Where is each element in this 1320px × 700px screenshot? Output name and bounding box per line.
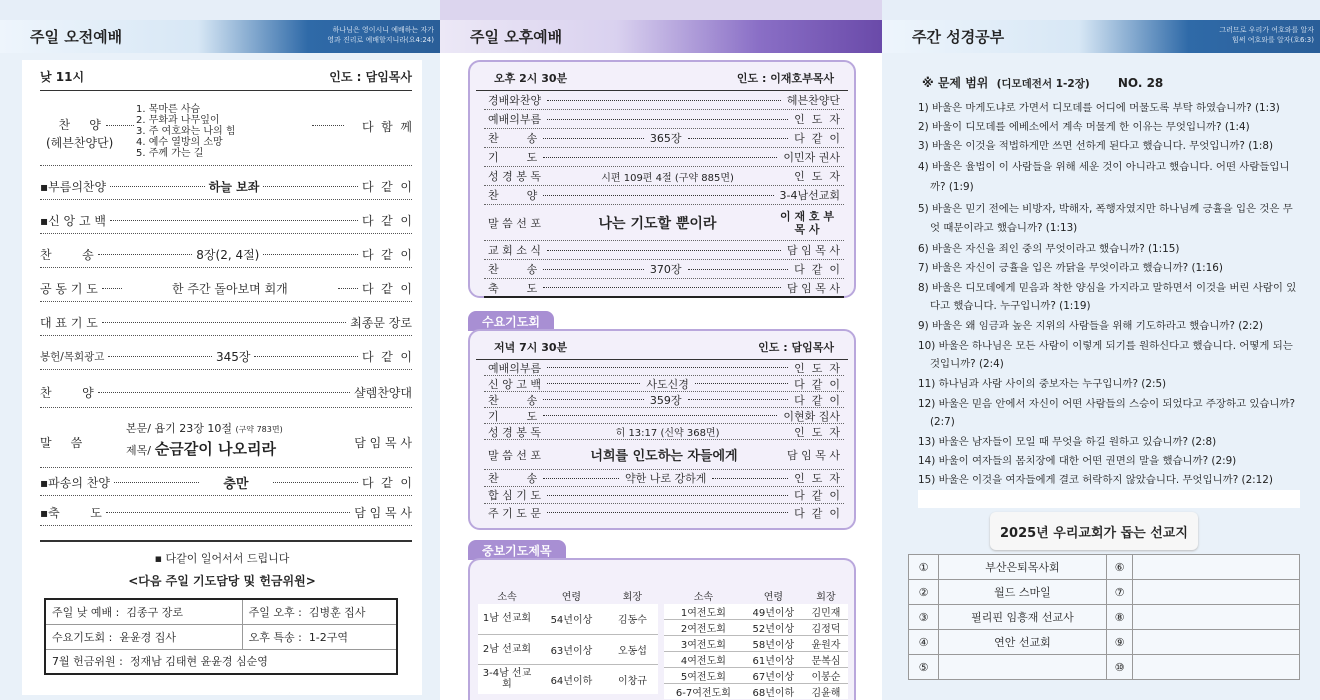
order-label: ▪파송의 찬양: [40, 476, 110, 490]
top-strip: [882, 0, 1320, 20]
question: 8) 바울은 디모데에게 믿음과 착한 양심을 가지라고 말하면서 이것을 버린 사람이 있다고 했습니다. 누구입니까? (1:19): [918, 282, 1297, 312]
order-right: 인 도 자: [794, 113, 840, 126]
order-label: 교 회 소 식: [488, 244, 541, 257]
order-middle: 충만: [223, 477, 249, 492]
afternoon-sermon: [484, 205, 844, 241]
order-right: 헤븐찬양단: [786, 94, 840, 107]
order-label: 합 심 기 도: [488, 489, 541, 502]
range-detail: (디모데전서 1-2장): [996, 78, 1090, 90]
sermon-title: 나는 기도할 뿐이라: [598, 215, 717, 232]
cell: 이봉순: [811, 672, 841, 683]
wednesday-time-row: [476, 331, 848, 360]
order-middle: 370장: [649, 263, 682, 276]
order-label: 축 도: [488, 281, 538, 295]
hymn-song: 5. 주께 가는 길: [136, 148, 204, 159]
question: 6) 바울은 자신을 죄인 중의 무엇이라고 했습니까? (1:15): [918, 243, 1180, 255]
table-row: [478, 664, 658, 694]
cell: 1남 선교회: [482, 613, 532, 625]
cell: 63년이상: [550, 645, 593, 657]
order-label: ▪신 앙 고 백: [40, 214, 106, 228]
morning-sermon: [40, 416, 412, 468]
col-header: 연령: [561, 591, 582, 603]
cell: [1133, 630, 1300, 655]
table-row: [664, 636, 848, 652]
order-right: 다 같 이: [794, 263, 841, 276]
order-middle: 345장: [215, 350, 251, 364]
stand-note: ▪ 다같이 일어서서 드립니다: [154, 552, 290, 565]
table-row: [478, 634, 658, 664]
order-label: 기 도: [488, 151, 538, 164]
next-week-table: [44, 598, 398, 675]
bible-study-panel: [882, 0, 1320, 700]
order-right: 다 같 이: [361, 214, 412, 228]
order-label: 예배의부름: [488, 361, 542, 375]
order-row: [40, 242, 412, 268]
morning-time: 낮 11시: [40, 70, 85, 84]
study-verse: [1219, 25, 1314, 45]
morning-time-row: [40, 68, 412, 85]
order-label: ▪축 도: [40, 506, 102, 520]
cell: 이창규: [617, 675, 647, 687]
next-wed: 수요기도회 : 윤윤경 집사: [45, 624, 242, 649]
top-strip: [0, 0, 440, 20]
wednesday-box: [468, 329, 856, 530]
order-right: 다 같 이: [794, 132, 841, 145]
table-row: [664, 652, 848, 668]
wednesday-sermon: [484, 440, 844, 470]
order-row: [484, 504, 844, 521]
order-row: [484, 279, 844, 298]
order-label: 찬 송: [40, 248, 94, 262]
cell: ④: [909, 630, 939, 655]
order-row: [484, 470, 844, 487]
order-right: 인 도 자: [794, 425, 840, 439]
question-list: [906, 100, 1302, 488]
study-range-row: [922, 74, 1163, 91]
order-label: 찬 송: [488, 132, 538, 145]
cell: 68년이하: [752, 688, 795, 699]
missions-title: 2025년 우리교회가 돕는 선교지: [990, 512, 1198, 550]
table-row: [909, 630, 1300, 655]
morning-header-title: 주일 오전예배: [30, 28, 123, 46]
order-label: 봉헌/목회광고: [40, 351, 105, 363]
order-right: 최종문 장로: [350, 316, 412, 330]
question: 1) 바울은 마게도냐로 가면서 디모데를 어디에 머물도록 부탁 하였습니까? (1:3): [918, 102, 1280, 114]
table-row: [909, 605, 1300, 630]
table-row: [664, 668, 848, 684]
order-right: 다 같 이: [361, 476, 412, 490]
wednesday-time: 저녁 7시 30분: [494, 341, 568, 354]
order-row: [484, 186, 844, 205]
study-number: NO. 28: [1117, 76, 1164, 90]
cell: ⑩: [1107, 655, 1133, 680]
afternoon-leader: 인도 : 이재호부목사: [736, 72, 834, 85]
order-right: 다 같 이: [361, 180, 412, 194]
cell: ③: [909, 605, 939, 630]
question: 12) 바울은 믿음 안에서 자신이 어떤 사람들의 스승이 되었다고 주장하고 있습니까? (2:7): [918, 398, 1296, 428]
study-questions: [904, 58, 1306, 492]
range-title: ※ 문제 범위: [922, 76, 989, 90]
cell: 67년이상: [752, 672, 795, 683]
cell: 부산은퇴목사회: [939, 555, 1107, 580]
col-header: 소속: [693, 591, 714, 603]
cell: 필리핀 임흥재 선교사: [939, 605, 1107, 630]
question: 11) 하나님과 사람 사이의 중보자는 누구입니까? (2:5): [918, 378, 1167, 390]
next-pm2: 오후 특송 : 1-2구역: [242, 624, 397, 649]
table-row: [478, 604, 658, 634]
prayer-box: [468, 558, 856, 700]
order-right: 3-4남선교회: [779, 189, 840, 202]
cell: 오동섭: [617, 645, 647, 657]
cell: 윤원자: [811, 640, 841, 651]
order-row: [484, 91, 844, 110]
question: 2) 바울이 디모데를 에베소에서 계속 머물게 한 이유는 무엇입니까? (1:4): [918, 121, 1250, 133]
wednesday-tab: 수요기도회: [468, 311, 554, 331]
order-row: [40, 378, 412, 408]
cell: 49년이상: [752, 608, 795, 619]
afternoon-service-panel: [440, 0, 882, 700]
order-row: [40, 310, 412, 336]
cell: [1133, 655, 1300, 680]
question: 7) 바울은 자신이 긍휼을 입은 까닭을 무엇이라고 했습니까? (1:16): [918, 262, 1223, 274]
women-missions-table: [664, 586, 848, 699]
order-label: 찬 송: [488, 393, 538, 407]
order-label: 대 표 기 도: [40, 316, 98, 330]
question: 9) 바울은 왜 임금과 높은 지위의 사람들을 위해 기도하라고 했습니까? (2:2): [918, 320, 1264, 332]
hymn-by: 다 함 께: [361, 120, 412, 134]
question: 13) 바울은 남자들이 모일 때 무엇을 하길 원하고 있습니까? (2:8): [918, 436, 1217, 448]
cell: 2여전도회: [680, 624, 726, 635]
order-right: 다 같 이: [794, 489, 840, 502]
morning-hymn-block: [40, 104, 412, 166]
cell: 연안 선교회: [939, 630, 1107, 655]
order-middle: 365장: [649, 132, 682, 145]
sermon-label: 말 씀 선 포: [488, 448, 541, 462]
cell: 김민재: [811, 608, 841, 619]
cell: 4여전도회: [680, 656, 726, 667]
verse-line: 그러므로 우리가 여호와를 알자: [1219, 26, 1314, 34]
cell: ⑦: [1107, 580, 1133, 605]
morning-leader: 인도 : 담임목사: [329, 70, 412, 84]
sermon-by: 담 임 목 사: [787, 448, 840, 462]
next-pm: 주일 오후 : 김병훈 집사: [242, 599, 397, 624]
next-am: 주일 낮 예배 : 김종구 장로: [45, 599, 242, 624]
sermon-text: 본문/ 욥기 23장 10절: [126, 422, 232, 435]
order-label: 찬 양: [40, 386, 94, 400]
sermon-title-prefix: 제목/: [126, 444, 151, 457]
divider-band: [918, 490, 1300, 508]
cell: ⑥: [1107, 555, 1133, 580]
wednesday-leader: 인도 : 담임목사: [758, 341, 834, 354]
afternoon-time: 오후 2시 30분: [494, 72, 568, 85]
cell: 김동수: [617, 615, 647, 627]
prayer-tab: 중보기도제목: [468, 540, 566, 560]
order-right: 인 도 자: [794, 472, 841, 485]
cell: ①: [909, 555, 939, 580]
cell: 5여전도회: [680, 672, 726, 683]
question: 5) 바울은 믿기 전에는 비방자, 박해자, 폭행자였지만 하나님께 긍휼을 입은 것은 무엇 때문이라고 했습니까? (1:13): [918, 203, 1293, 234]
hymn-song: 3. 주 여호와는 나의 힘: [136, 126, 236, 137]
order-right: 다 같 이: [794, 506, 840, 520]
cell: ⑨: [1107, 630, 1133, 655]
order-middle: 히 13:17 (신약 368면): [615, 428, 720, 439]
afternoon-time-row: [476, 62, 848, 91]
cell: [1133, 580, 1300, 605]
order-middle: 359장: [649, 393, 682, 407]
order-row: [40, 276, 412, 302]
order-right: 다 같 이: [794, 393, 841, 407]
order-right: 담 임 목 사: [787, 281, 840, 295]
order-row: [40, 470, 412, 496]
order-label: 찬 송: [488, 263, 538, 276]
order-row: [484, 167, 844, 186]
order-right: 담 임 목 사: [787, 244, 840, 257]
verse-line: 영과 진리로 예배할지니라(요4:24): [327, 36, 434, 44]
afternoon-header: [440, 20, 882, 53]
afternoon-box: [468, 60, 856, 298]
order-middle: 사도신경: [646, 377, 689, 391]
order-row: [484, 110, 844, 129]
col-header: 회장: [816, 591, 836, 603]
order-right: 샬렘찬양대: [354, 386, 412, 400]
morning-header: [0, 20, 440, 53]
order-row: [40, 174, 412, 200]
table-row: [909, 580, 1300, 605]
order-row: [40, 500, 412, 526]
cell: ⑤: [909, 655, 939, 680]
cell: [1133, 605, 1300, 630]
missions-table: [908, 554, 1300, 680]
afternoon-header-title: 주일 오후예배: [470, 28, 563, 46]
order-row: [40, 208, 412, 234]
hymn-label: 찬 양: [58, 118, 101, 132]
sermon-title: 너희를 인도하는 자들에게: [590, 449, 738, 464]
order-row: [484, 129, 844, 148]
order-right: 인 도 자: [794, 170, 840, 183]
order-right: 이현화 집사: [783, 409, 840, 423]
cell: 54년이상: [550, 615, 593, 627]
order-middle: 시편 109편 4절 (구약 885면): [601, 172, 734, 184]
question: 10) 바울은 하나님은 모든 사람이 이렇게 되기를 원하신다고 했습니다. 어떻게 되는 것입니까? (2:4): [918, 340, 1293, 370]
hymn-song: 2. 무화과 나무잎이: [136, 115, 220, 126]
hymn-choir: (헤븐찬양단): [46, 136, 114, 150]
col-header: 회장: [622, 591, 643, 603]
study-header-title: 주간 성경공부: [912, 28, 1005, 46]
men-missions-table: [478, 586, 658, 694]
verse-line: 하나님은 영이시니 예배하는 자가: [332, 26, 434, 34]
order-middle: 약한 나로 강하게: [625, 472, 707, 485]
cell: 김윤해: [811, 688, 841, 699]
morning-order-box: [22, 60, 422, 695]
order-row: [40, 344, 412, 370]
order-label: 신 앙 고 백: [488, 377, 541, 391]
sermon-title: 순금같이 나오리라: [154, 440, 276, 458]
order-label: 예배의부름: [488, 113, 542, 126]
order-row: [484, 487, 844, 504]
morning-service-panel: [0, 0, 440, 700]
order-right: 담 임 목 사: [354, 506, 412, 520]
cell: 1여전도회: [680, 608, 726, 619]
sermon-by: 이 재 호 부 목 사: [780, 209, 834, 236]
question: 4) 바울은 율법이 이 사람들을 위해 세운 것이 아니라고 했습니다. 어떤 사람들입니까? (1:9): [918, 161, 1290, 193]
cell: 김정덕: [811, 624, 841, 635]
study-header: [882, 20, 1320, 53]
order-row: [484, 360, 844, 376]
order-label: 기 도: [488, 409, 538, 423]
table-row: [664, 604, 848, 620]
cell: 문복심: [811, 656, 841, 667]
col-header: 연령: [763, 591, 784, 603]
order-row: [484, 260, 844, 279]
order-row: [484, 241, 844, 260]
order-label: 찬 송: [488, 472, 538, 485]
cell: 2남 선교회: [482, 643, 532, 655]
sermon-label: 말 씀: [40, 436, 83, 450]
cell: 61년이상: [752, 656, 795, 667]
cell: 64년이하: [550, 675, 593, 687]
order-label: 성 경 봉 독: [488, 170, 541, 183]
cell: 3-4남 선교회: [482, 668, 532, 691]
order-row: [484, 148, 844, 167]
order-right: 이민자 권사: [783, 151, 840, 164]
cell: 3여전도회: [680, 640, 726, 651]
order-right: 다 같 이: [361, 350, 413, 364]
order-label: 경배와찬양: [488, 94, 542, 107]
order-middle: 8장(2, 4절): [196, 248, 260, 262]
table-row: [909, 655, 1300, 680]
cell: ②: [909, 580, 939, 605]
next-offering: 7월 헌금위원 : 정재남 김태현 윤윤경 심순영: [45, 649, 397, 674]
question: 14) 바울이 여자들의 몸치장에 대한 어떤 권면의 말을 했습니까? (2:9): [918, 455, 1237, 467]
top-strip: [440, 0, 882, 20]
sermon-ref: (구약 783면): [235, 425, 283, 434]
col-header: 소속: [497, 591, 517, 603]
order-row: [484, 376, 844, 392]
order-right: 다 같 이: [361, 282, 412, 296]
hymn-song: 1. 목마른 사슴: [136, 104, 201, 115]
order-middle: 하늘 보좌: [208, 180, 260, 194]
order-right: 다 같 이: [361, 248, 412, 262]
cell: [1133, 555, 1300, 580]
table-row: [664, 684, 848, 700]
morning-verse: [327, 25, 434, 45]
order-label: 찬 양: [488, 189, 538, 202]
question: 3) 바울은 이것을 적법하게만 쓰면 선하게 된다고 했습니다. 무엇입니까? (1:8): [918, 140, 1274, 152]
order-right: 인 도 자: [794, 361, 840, 375]
cell: [939, 655, 1107, 680]
cell: ⑧: [1107, 605, 1133, 630]
sermon-label: 말 씀 선 포: [488, 216, 541, 230]
cell: 6-7여전도회: [675, 688, 731, 699]
order-row: [484, 408, 844, 424]
cell: 58년이상: [752, 640, 795, 651]
order-middle: 한 주간 돌아보며 회개: [171, 282, 288, 296]
order-label: ▪부름의찬양: [40, 180, 107, 194]
order-right: 다 같 이: [794, 377, 841, 391]
question: 15) 바울은 이것을 여자들에게 결코 허락하지 않았습니다. 무엇입니까? (2:12): [918, 474, 1273, 486]
cell: 월드 스마일: [939, 580, 1107, 605]
cell: 52년이상: [752, 624, 795, 635]
sermon-by: 담 임 목 사: [354, 436, 412, 450]
hymn-song: 4. 예수 열방의 소망: [136, 137, 223, 148]
order-label: 공 동 기 도: [40, 282, 98, 296]
order-label: 성 경 봉 독: [488, 425, 541, 439]
verse-line: 힘써 여호와를 알자(호6:3): [1231, 36, 1314, 44]
order-row: [484, 424, 844, 440]
next-week-title: <다음 주일 기도담당 및 헌금위원>: [128, 574, 316, 588]
table-row: [909, 555, 1300, 580]
order-label: 주 기 도 문: [488, 506, 541, 520]
order-row: [484, 392, 844, 408]
table-row: [664, 620, 848, 636]
